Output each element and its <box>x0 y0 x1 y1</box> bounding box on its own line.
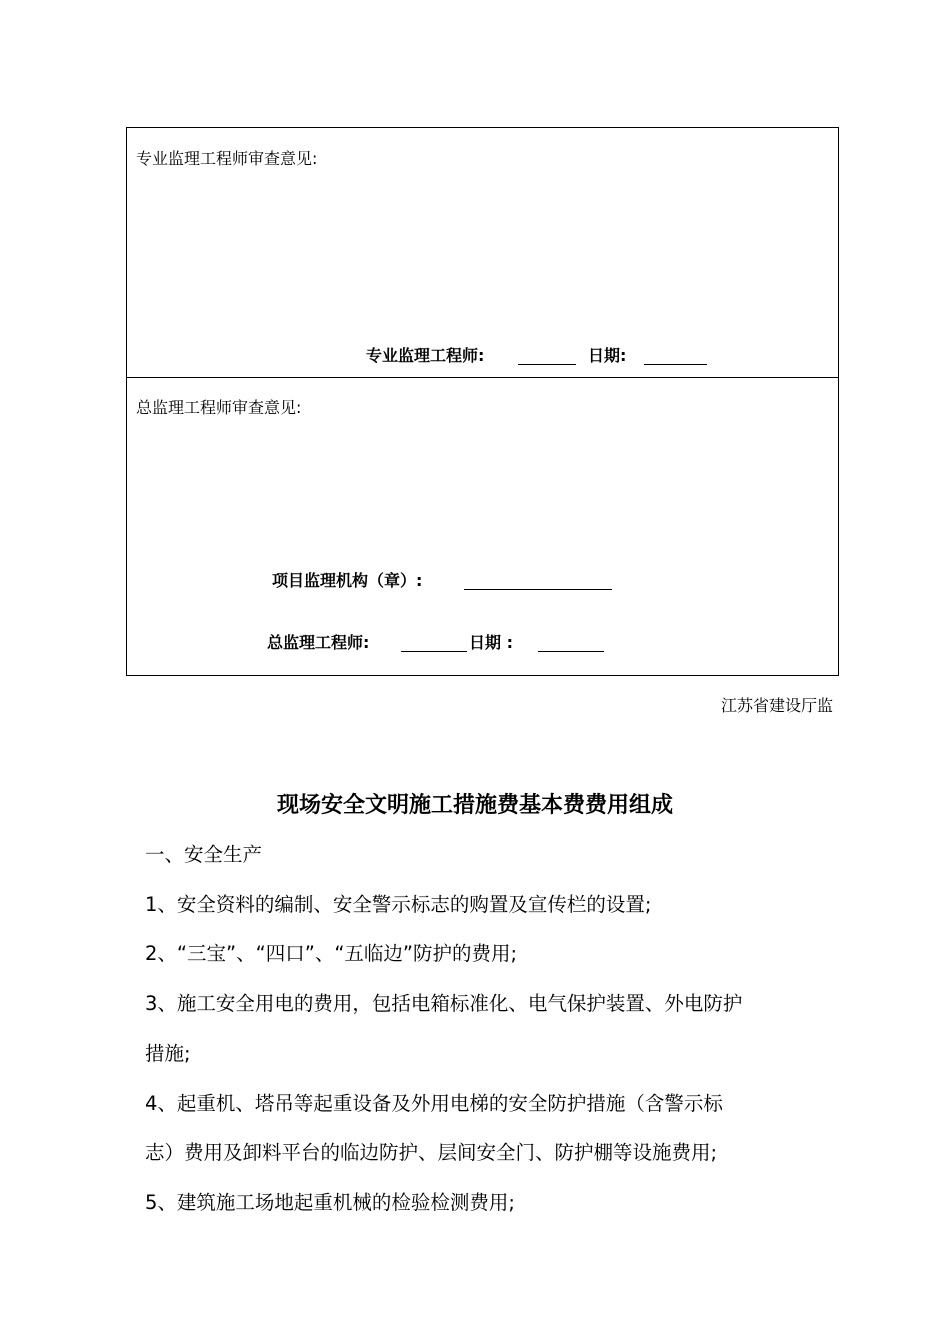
specialist-review-label: 专业监理工程师审查意见: <box>136 149 318 168</box>
chief-date-label: 日期 : <box>469 633 513 652</box>
chief-date-blank[interactable] <box>538 651 604 652</box>
footer-note: 江苏省建设厅监 <box>720 696 833 715</box>
chief-signature-label: 总监理工程师: <box>267 633 370 652</box>
specialist-date-label: 日期: <box>588 346 627 365</box>
specialist-signature-label: 专业监理工程师: <box>366 346 485 365</box>
list-item-continuation: 措施; <box>145 1042 191 1065</box>
list-item: 3、施工安全用电的费用，包括电箱标准化、电气保护装置、外电防护 <box>145 992 743 1015</box>
list-item-continuation: 志）费用及卸料平台的临边防护、层间安全门、防护棚等设施费用; <box>145 1141 718 1164</box>
supervision-org-seal-blank[interactable] <box>464 589 612 590</box>
review-form-table <box>126 127 839 676</box>
list-item: 4、起重机、塔吊等起重设备及外用电梯的安全防护措施（含警示标 <box>145 1092 723 1115</box>
specialist-signature-blank[interactable] <box>518 364 576 365</box>
chief-review-label: 总监理工程师审查意见: <box>136 398 302 417</box>
row-divider <box>127 377 838 378</box>
supervision-org-seal-label: 项目监理机构（章）: <box>272 571 423 590</box>
list-item: 2、“三宝”、“四口”、“五临边”防护的费用; <box>145 942 518 965</box>
document-title: 现场安全文明施工措施费基本费费用组成 <box>276 793 673 818</box>
list-item: 5、建筑施工场地起重机械的检验检测费用; <box>145 1191 515 1214</box>
chief-signature-blank[interactable] <box>401 651 467 652</box>
list-item: 1、安全资料的编制、安全警示标志的购置及宣传栏的设置; <box>145 893 652 916</box>
section-heading: 一、安全生产 <box>145 843 263 866</box>
specialist-date-blank[interactable] <box>644 364 707 365</box>
